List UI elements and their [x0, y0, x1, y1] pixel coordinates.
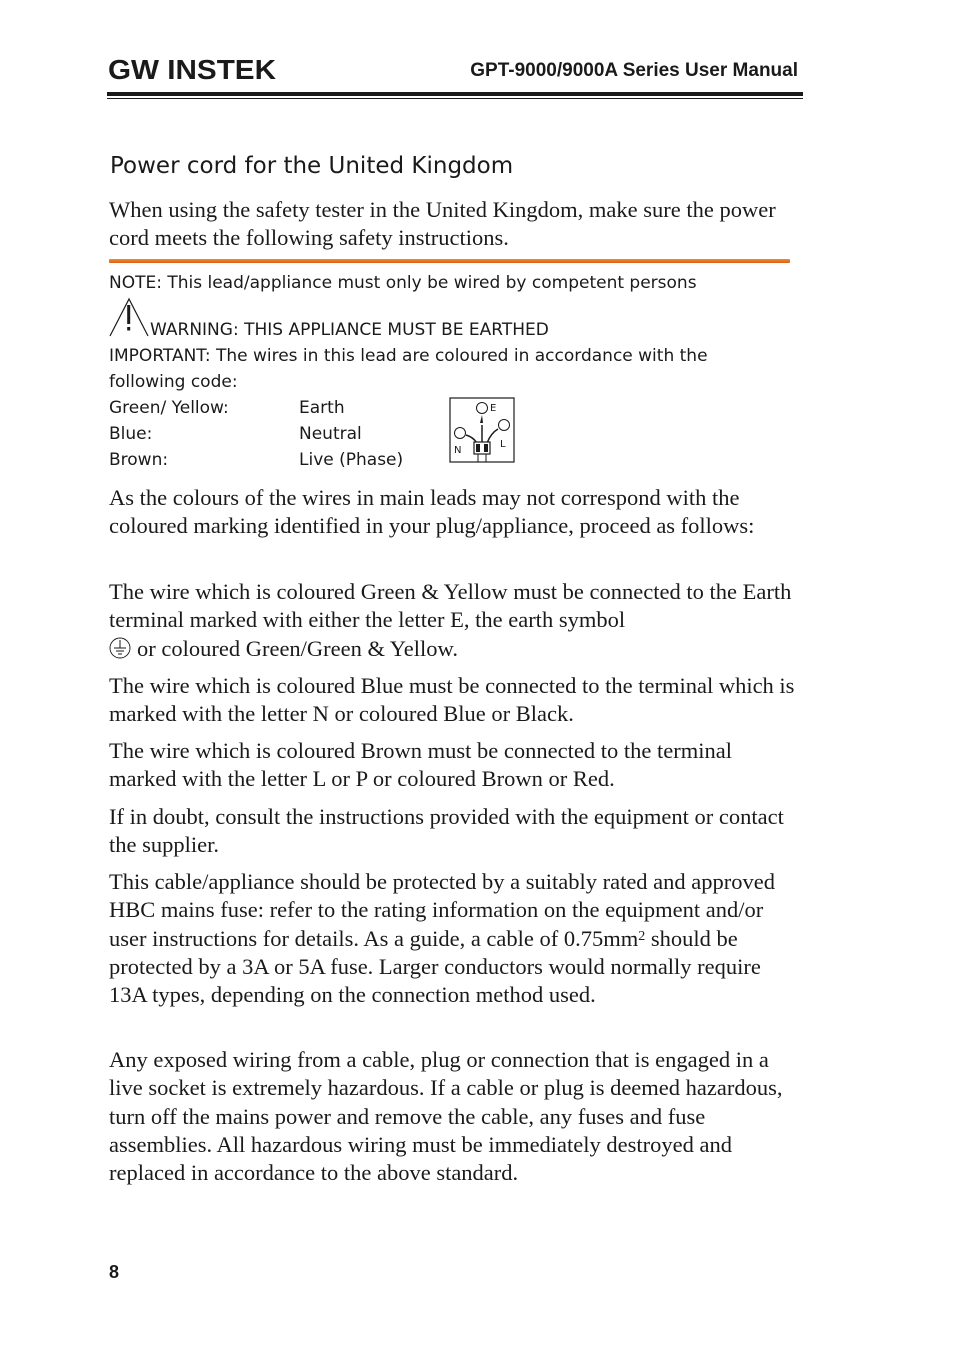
- body-paragraph: Any exposed wiring from a cable, plug or connection that is engaged in a live socket is extremely hazardous. If a cable or plug is deemed hazardous, turn off the mains power and remove the cable, any fuses and fuse assemblies. All hazardous wiring must be immediately destroyed and replaced in accordance to the above standard.: [109, 1047, 783, 1186]
- page-number: 8: [109, 1262, 120, 1282]
- section-title: Power cord for the United Kingdom: [110, 153, 514, 179]
- gw-instek-logo: [108, 56, 278, 82]
- fuse-text-part1: This cable/appliance should be protected by a suitably rated and approved HBC mains fuse: refer to the rating information on the equipment and/or user instructions for details. As a guide, a cable of 0.75mm: [109, 869, 776, 951]
- body-paragraph-earth: [109, 578, 799, 663]
- header-rule-thin: [107, 98, 803, 99]
- uk-plug-wiring-icon: [449, 397, 515, 463]
- wire-code-label: Blue:: [109, 424, 153, 444]
- plug-label-n: N: [454, 445, 462, 456]
- earth-text-after: or coloured Green/Green & Yellow.: [137, 635, 458, 661]
- important-text-continued: following code:: [109, 372, 238, 392]
- warning-text: WARNING: THIS APPLIANCE MUST BE EARTHED: [150, 320, 549, 340]
- wire-code-value: Live (Phase): [299, 450, 404, 470]
- plug-label-l: L: [500, 439, 506, 450]
- body-paragraph-fuse: [109, 868, 799, 1009]
- warning-triangle-icon: [108, 296, 150, 338]
- wire-code-value: Neutral: [299, 424, 362, 444]
- intro-paragraph: When using the safety tester in the United Kingdom, make sure the power cord meets the following safety instructions.: [109, 197, 776, 251]
- wire-code-label: Green/ Yellow:: [109, 398, 229, 418]
- logo-text: GW INSTEK: [108, 56, 276, 82]
- wire-code-label: Brown:: [109, 450, 169, 470]
- important-text: IMPORTANT: The wires in this lead are coloured in accordance with the: [109, 346, 708, 366]
- fuse-text-part2: should be protected by a 3A or 5A fuse. Larger conductors would normally require 13A types, depending on the connection method used.: [109, 925, 761, 1008]
- earth-text-before: The wire which is coloured Green & Yellow must be connected to the Earth terminal marked with either the letter E, the earth symbol: [109, 579, 792, 633]
- earth-symbol-icon: [109, 637, 131, 659]
- notice-divider: [109, 259, 790, 263]
- note-text: NOTE: This lead/appliance must only be wired by competent persons: [109, 273, 697, 293]
- body-paragraph: As the colours of the wires in main leads may not correspond with the coloured marking identified in your plug/appliance, proceed as follows:: [109, 485, 755, 539]
- plug-label-e: E: [490, 403, 497, 414]
- header-rule: [107, 92, 803, 96]
- wire-code-value: Earth: [299, 398, 345, 418]
- body-paragraph: If in doubt, consult the instructions provided with the equipment or contact the supplier.: [109, 804, 784, 858]
- superscript: 2: [638, 928, 646, 944]
- body-paragraph: The wire which is coloured Brown must be connected to the terminal marked with the letter L or P or coloured Brown or Red.: [109, 738, 732, 792]
- body-paragraph: The wire which is coloured Blue must be connected to the terminal which is marked with the letter N or coloured Blue or Black.: [109, 673, 795, 727]
- header-title: GPT-9000/9000A Series User Manual: [470, 60, 798, 81]
